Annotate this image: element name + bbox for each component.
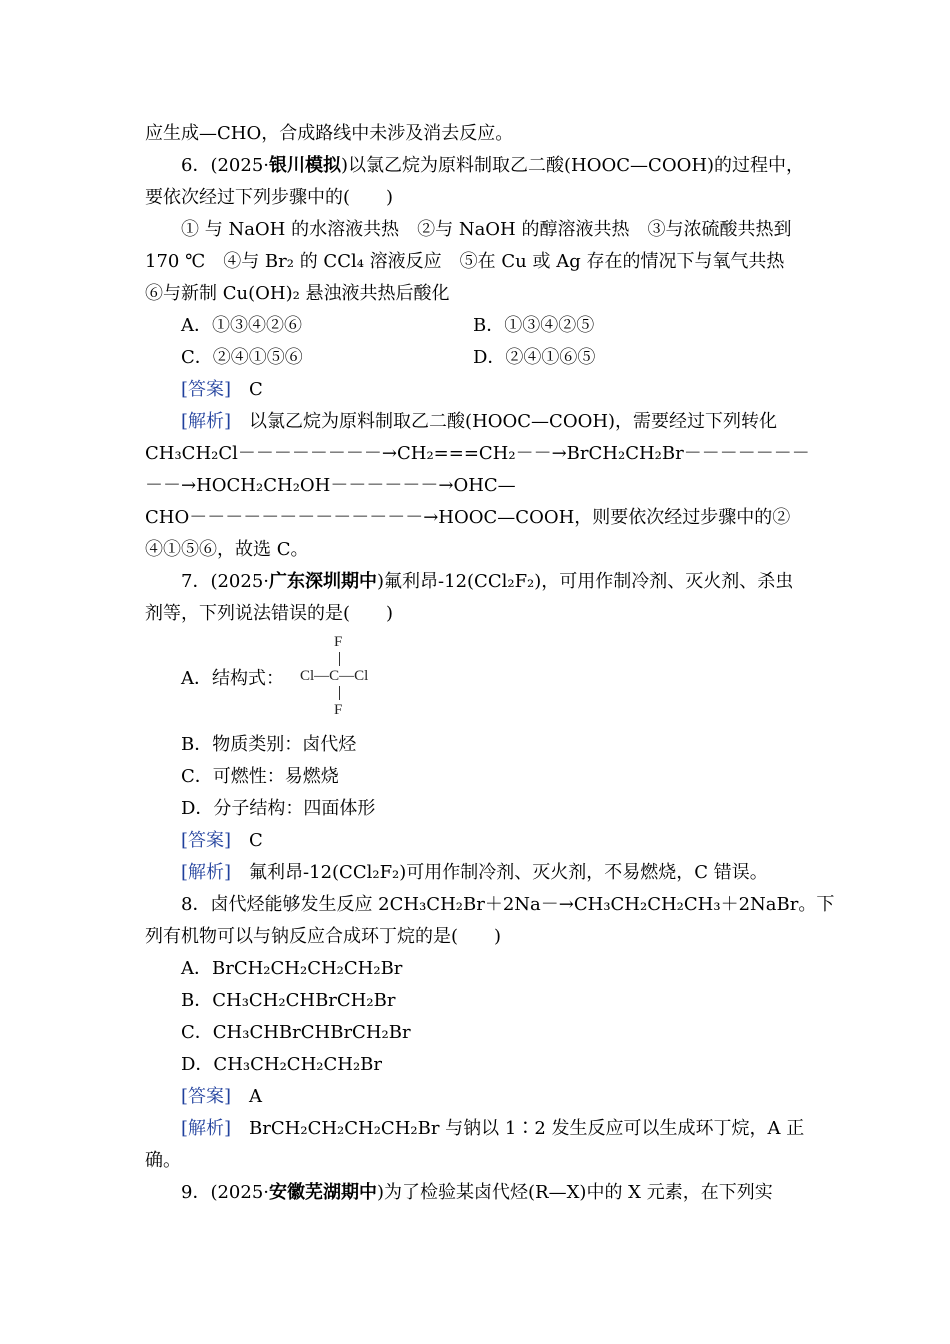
explanation-line: ④①⑤⑥，故选 C。 <box>145 539 309 560</box>
answer-label: [答案] <box>181 1086 232 1107</box>
question-text: )以氯乙烷为原料制取乙二酸(HOOC—COOH)的过程中， <box>341 155 805 176</box>
option-b: B．①③④②⑤ <box>473 315 595 336</box>
explanation-text: BrCH₂CH₂CH₂CH₂Br 与钠以 1∶2 发生反应可以生成环丁烷，A 正 <box>249 1118 805 1139</box>
question-text: )氟利昂-12(CCl₂F₂)，可用作制冷剂、灭火剂、杀虫 <box>377 571 794 592</box>
option-d: D．②④①⑥⑤ <box>473 347 596 368</box>
option-c: C．②④①⑤⑥ <box>181 347 303 368</box>
explanation-line: CHO－－－－－－－－－－－－－→HOOC—COOH，则要依次经过步骤中的② <box>145 507 791 528</box>
answer-line <box>181 1085 811 1109</box>
explanation-line: CH₃CH₂Cl－－－－－－－－→CH₂===CH₂－－→BrCH₂CH₂Br－－－－－－－ <box>145 443 810 464</box>
answer-value: C <box>249 830 263 851</box>
explanation-line: －－→HOCH₂CH₂OH－－－－－－→OHC— <box>145 475 516 496</box>
option-a: A．BrCH₂CH₂CH₂CH₂Br <box>181 958 403 979</box>
explanation-text: 氟利昂-12(CCl₂F₂)可用作制冷剂、灭火剂，不易燃烧，C 错误。 <box>249 862 768 883</box>
question-6-text: 要依次经过下列步骤中的( ) <box>145 187 394 208</box>
answer-label: [答案] <box>181 830 232 851</box>
formula-bond-top <box>339 652 340 666</box>
question-8-text: 列有机物可以与钠反应合成环丁烷的是( ) <box>145 926 502 947</box>
question-6-steps: ⑥与新制 Cu(OH)₂ 悬浊液共热后酸化 <box>145 283 450 304</box>
formula-atom-f-bottom: F <box>334 702 343 718</box>
text-line: 应生成—CHO，合成路线中未涉及消去反应。 <box>145 123 514 144</box>
question-number: 7．(2025· <box>181 571 270 592</box>
question-source: 银川模拟 <box>269 155 342 176</box>
option-d: D．分子结构：四面体形 <box>181 798 376 819</box>
question-9-header <box>181 1181 811 1205</box>
formula-atom-f-top: F <box>334 634 343 650</box>
option-a: A．结构式： <box>181 668 284 689</box>
formula-bond-bottom <box>339 686 340 700</box>
question-7-header <box>181 570 811 594</box>
option-d: D．CH₃CH₂CH₂CH₂Br <box>181 1054 383 1075</box>
question-text: )为了检验某卤代烃(R—X)中的 X 元素，在下列实 <box>377 1182 773 1203</box>
answer-label: [答案] <box>181 379 232 400</box>
explanation-text: 以氯乙烷为原料制取乙二酸(HOOC—COOH)，需要经过下列转化 <box>249 411 778 432</box>
explanation-line <box>181 861 811 885</box>
option-a: A．①③④②⑥ <box>181 315 302 336</box>
explanation-label: [解析] <box>181 862 232 883</box>
question-7-text: 剂等，下列说法错误的是( ) <box>145 603 394 624</box>
question-8-header: 8．卤代烃能够发生反应 2CH₃CH₂Br＋2Na－→CH₃CH₂CH₂CH₃＋2NaBr。下 <box>181 894 835 915</box>
question-6-header <box>181 154 811 178</box>
formula-center: Cl—C—Cl <box>300 668 369 684</box>
explanation-line <box>181 1117 811 1141</box>
explanation-label: [解析] <box>181 1118 232 1139</box>
answer-line <box>181 378 811 402</box>
answer-value: A <box>249 1086 263 1107</box>
option-b: B．CH₃CH₂CHBrCH₂Br <box>181 990 396 1011</box>
question-number: 6．(2025· <box>181 155 270 176</box>
explanation-line <box>181 410 811 434</box>
question-source: 安徽芜湖期中 <box>269 1182 378 1203</box>
option-c: C．CH₃CHBrCHBrCH₂Br <box>181 1022 411 1043</box>
explanation-line: 确。 <box>145 1150 181 1171</box>
question-number: 9．(2025· <box>181 1182 270 1203</box>
answer-value: C <box>249 379 263 400</box>
question-6-steps: ① 与 NaOH 的水溶液共热 ②与 NaOH 的醇溶液共热 ③与浓硫酸共热到 <box>181 219 792 240</box>
option-b: B．物质类别：卤代烃 <box>181 734 357 755</box>
question-6-steps: 170 ℃ ④与 Br₂ 的 CCl₄ 溶液反应 ⑤在 Cu 或 Ag 存在的情况下与氧气共热 <box>145 251 785 272</box>
option-c: C．可燃性：易燃烧 <box>181 766 339 787</box>
answer-line <box>181 829 811 853</box>
question-source: 广东深圳期中 <box>269 571 378 592</box>
explanation-label: [解析] <box>181 411 232 432</box>
